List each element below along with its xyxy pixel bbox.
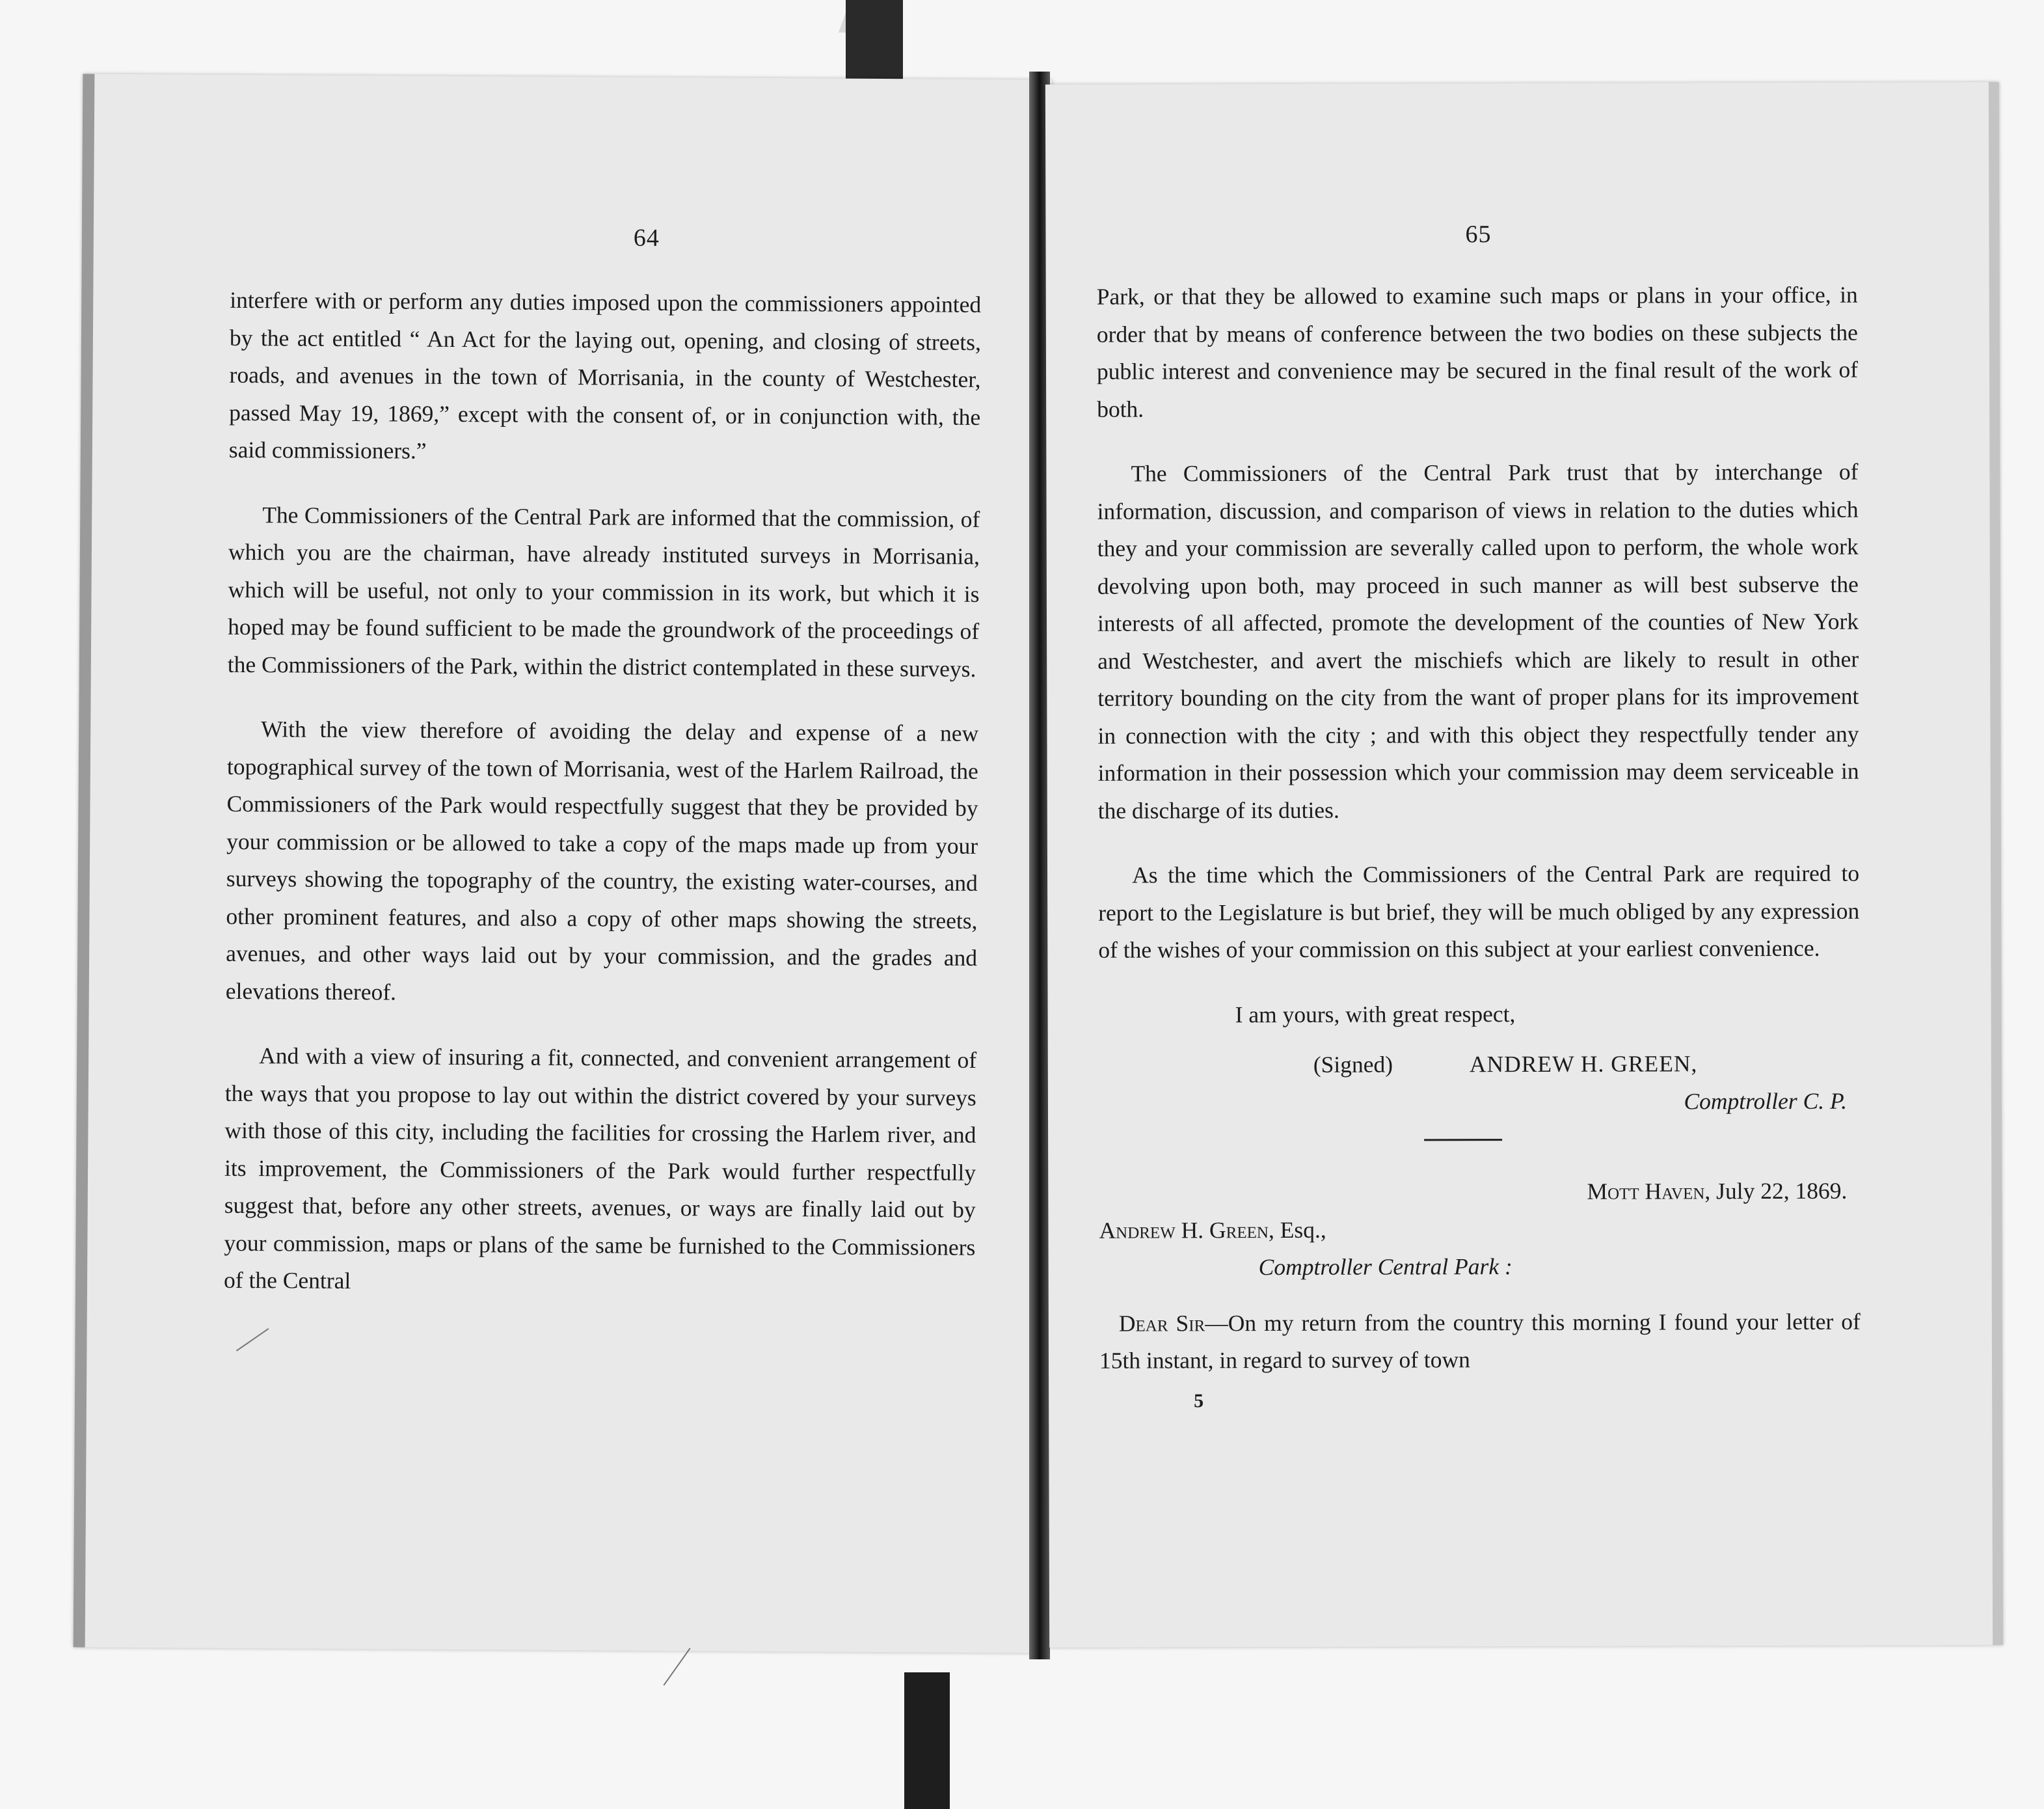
letter-opening (1099, 1303, 1861, 1380)
page-number-right: 65 (1465, 221, 1492, 249)
paragraph: Park, or that they be allowed to examine such maps or plans in your office, in order that by means of conference between the two bodies on these subjects the public interest and convenience may be secured in the final result of the work of both. (1096, 281, 1859, 422)
addressee-title: Comptroller Central Park : (1258, 1253, 1513, 1281)
dateline (1099, 1173, 1847, 1212)
left-page (74, 74, 1053, 1653)
right-page (1045, 82, 2003, 1648)
dateline-date: July 22, 1869. (1716, 1177, 1848, 1204)
printer-signature-mark: 5 (1194, 1389, 1204, 1411)
dateline-place: Mott Haven, (1587, 1178, 1711, 1204)
letter-start: —On my return from the country this morning I found your letter of 15th instant, in regard to survey of town (1099, 1308, 1861, 1374)
paragraph: With the view therefore of avoiding the delay and expense of a new topographical survey of the town of Morrisania, west of the Harlem Railroad, the Commissioners of the Park would respectfully suggest that they be provided by your commission or be allowed to take a copy of the maps made up from your surveys showing the topography of the country, the existing water-courses, and other prominent features, and also a copy of other maps showing the streets, avenues, and other ways laid out by your commission, and the grades and elevations thereof. (225, 716, 979, 1005)
signed-label: (Signed) (1313, 1051, 1393, 1078)
page-number-left: 64 (633, 224, 660, 252)
pencil-mark (236, 1328, 269, 1352)
salutation: Dear Sir (1118, 1309, 1205, 1337)
closing-line: I am yours, with great respect, (1235, 1000, 1516, 1027)
paragraph: The Commissioners of the Central Park trust that by interchange of information, discussion, and comparison of views in relation to the duties which they and your commission are severally called upon to perform, the whole work devolving upon both, may proceed in such manner as will best subserve the interests of all affected, promote the development of the counties of New York and Westchester, and avert the mischiefs which are likely to result in other territory bounding on the city from the want of proper plans for its improvement in connection with the city ; and with this object they respectfully tender any information in their possession which your commission may deem serviceable in the discharge of its duties. (1097, 458, 1859, 824)
addressee (1099, 1210, 1860, 1249)
addressee-name: Andrew H. Green, (1099, 1216, 1274, 1244)
signer-title: Comptroller C. P. (1684, 1087, 1848, 1114)
spine-bottom (904, 1672, 950, 1809)
left-page-text (224, 282, 982, 1331)
signer-name: ANDREW H. GREEN, (1469, 1050, 1698, 1078)
paragraph: interfere with or perform any duties imposed upon the commissioners appointed by the act entitled “ An Act for the laying out, opening, and closing of streets, roads, and avenues in the town of Morrisania, in the county of Westchester, passed May 19, 1869,” except with the consent of, or in conjunction with, the said commissioners.” (228, 286, 982, 464)
section-rule (1424, 1139, 1502, 1141)
signature-block (1099, 994, 1861, 1420)
paragraph: As the time which the Commissioners of the Central Park are required to report to the Legislature is but brief, they will be much obliged by any expression of the wishes of your commission on this subject at your earliest convenience. (1098, 860, 1860, 963)
paragraph: And with a view of insuring a fit, connected, and convenient arrangement of the ways that you propose to lay out within the district covered by your surveys with those of this city, including the facilities for crossing the Harlem river, and its improvement, the Commissioners of the Park would further respectfully suggest that, before any other streets, avenues, or ways are finally laid out by your commission, maps or plans of the same be furnished to the Commissioners of the Central (223, 1042, 977, 1294)
addressee-suffix: Esq., (1280, 1216, 1326, 1243)
spine-top (846, 0, 903, 91)
right-page-text (1097, 277, 1861, 1420)
paragraph: The Commissioners of the Central Park are informed that the commission, of which you are the chairman, have already instituted surveys in Morrisania, which will be useful, not only to your commission in its work, but which it is hoped may be found sufficient to be made the groundwork of the proceedings of the Commissioners of the Park, within the district contemplated in these surveys. (227, 501, 980, 682)
signed-line (1099, 1045, 1860, 1085)
